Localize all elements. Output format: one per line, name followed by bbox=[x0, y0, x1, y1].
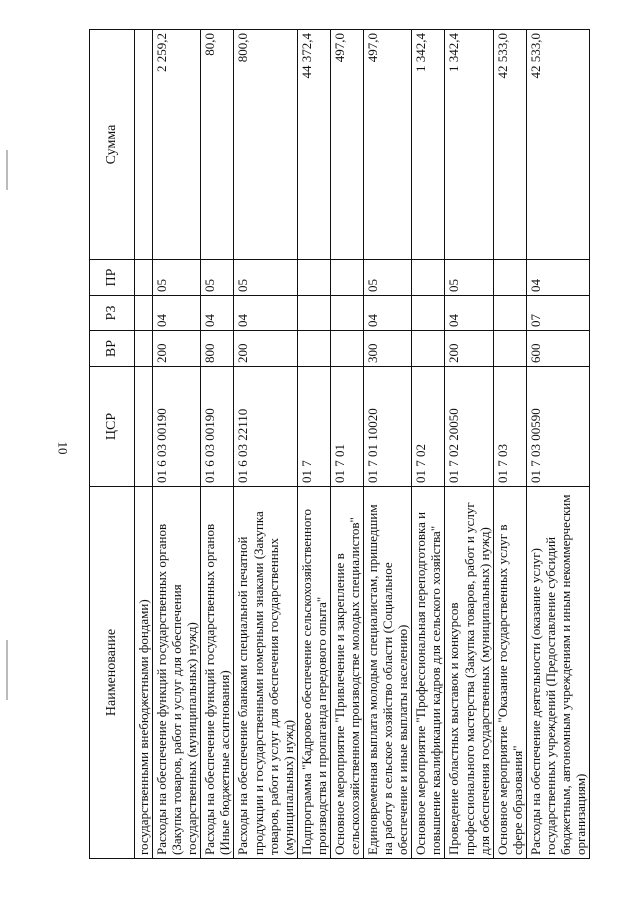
page-number: 10 bbox=[55, 441, 71, 455]
cell-rz: 04 bbox=[201, 296, 234, 331]
cell-rz: 04 bbox=[153, 296, 201, 331]
cell-csr: 01 7 01 10020 bbox=[364, 367, 412, 487]
cell-name: Расходы на обеспечение функций государственных органов (Иные бюджетные ассигнования) bbox=[201, 487, 234, 859]
scan-margin-mark bbox=[6, 150, 8, 190]
rotated-budget-table-wrapper bbox=[89, 30, 622, 859]
cell-csr: 01 6 03 00190 bbox=[201, 367, 234, 487]
cell-rz bbox=[412, 296, 445, 331]
cell-name: Расходы на обеспечение бланками специальной печатной продукции и государственными номерными знаками (Закупка товаров, работ и услуг для обеспечения государственных (муниципальных) нужд) bbox=[234, 487, 297, 859]
cell-vr: 200 bbox=[153, 331, 201, 367]
cell-pr: 05 bbox=[234, 260, 297, 296]
cell-name: государственными внебюджетными фондами) bbox=[135, 487, 153, 859]
cell-sum: 42 533,0 bbox=[526, 30, 589, 260]
scan-margin-mark bbox=[6, 640, 8, 700]
cell-rz bbox=[493, 296, 526, 331]
table-row bbox=[135, 30, 153, 859]
cell-vr: 800 bbox=[201, 331, 234, 367]
table-row bbox=[297, 30, 330, 859]
cell-csr: 01 6 03 00190 bbox=[153, 367, 201, 487]
cell-rz: 04 bbox=[445, 296, 493, 331]
cell-sum: 80,0 bbox=[201, 30, 234, 260]
cell-rz: 07 bbox=[526, 296, 589, 331]
table-row bbox=[234, 30, 297, 859]
cell-name: Проведение областных выставок и конкурсов профессионального мастерства (Закупка товаров, работ и услуг для обеспечения государственных (муниципальных) нужд) bbox=[445, 487, 493, 859]
cell-name: Основное мероприятие "Оказание государственных услуг в сфере образования" bbox=[493, 487, 526, 859]
cell-vr: 200 bbox=[234, 331, 297, 367]
cell-sum: 1 342,4 bbox=[445, 30, 493, 260]
cell-csr: 01 7 bbox=[297, 367, 330, 487]
header-pr: ПР bbox=[90, 260, 135, 296]
cell-csr: 01 7 03 bbox=[493, 367, 526, 487]
header-csr: ЦСР bbox=[90, 367, 135, 487]
header-name: Наименование bbox=[90, 487, 135, 859]
cell-pr: 05 bbox=[364, 260, 412, 296]
cell-pr: 05 bbox=[153, 260, 201, 296]
cell-vr bbox=[330, 331, 363, 367]
cell-pr bbox=[135, 260, 153, 296]
cell-pr: 05 bbox=[445, 260, 493, 296]
cell-pr: 04 bbox=[526, 260, 589, 296]
cell-pr bbox=[297, 260, 330, 296]
cell-rz: 04 bbox=[234, 296, 297, 331]
table-row bbox=[364, 30, 412, 859]
cell-name: Подпрограмма "Кадровое обеспечение сельскохозяйственного производства и пропаганда передового опыта" bbox=[297, 487, 330, 859]
cell-sum bbox=[135, 30, 153, 260]
cell-name: Расходы на обеспечение деятельности (оказание услуг) государственных учреждений (Предоставление субсидий бюджетным, автономным учреждениям и иным некоммерческим организациям) bbox=[526, 487, 589, 859]
cell-csr: 01 7 02 20050 bbox=[445, 367, 493, 487]
header-rz: РЗ bbox=[90, 296, 135, 331]
cell-vr bbox=[135, 331, 153, 367]
cell-pr bbox=[493, 260, 526, 296]
cell-csr: 01 7 01 bbox=[330, 367, 363, 487]
cell-rz bbox=[330, 296, 363, 331]
cell-csr: 01 7 02 bbox=[412, 367, 445, 487]
table-row bbox=[153, 30, 201, 859]
cell-sum: 1 342,4 bbox=[412, 30, 445, 260]
cell-csr: 01 7 03 00590 bbox=[526, 367, 589, 487]
cell-vr bbox=[412, 331, 445, 367]
cell-vr: 300 bbox=[364, 331, 412, 367]
table-header-row bbox=[90, 30, 135, 859]
table-row bbox=[201, 30, 234, 859]
cell-sum: 497,0 bbox=[330, 30, 363, 260]
cell-rz bbox=[297, 296, 330, 331]
cell-name: Основное мероприятие "Профессиональная переподготовка и повышение квалификации кадров для сельского хозяйства" bbox=[412, 487, 445, 859]
cell-sum: 497,0 bbox=[364, 30, 412, 260]
table-row bbox=[445, 30, 493, 859]
table-row bbox=[526, 30, 589, 859]
cell-sum: 44 372,4 bbox=[297, 30, 330, 260]
cell-rz: 04 bbox=[364, 296, 412, 331]
cell-vr: 600 bbox=[526, 331, 589, 367]
cell-csr: 01 6 03 22110 bbox=[234, 367, 297, 487]
table-row bbox=[412, 30, 445, 859]
cell-vr bbox=[297, 331, 330, 367]
cell-pr: 05 bbox=[201, 260, 234, 296]
cell-csr bbox=[135, 367, 153, 487]
cell-pr bbox=[330, 260, 363, 296]
cell-vr: 200 bbox=[445, 331, 493, 367]
header-sum: Сумма bbox=[90, 30, 135, 260]
cell-sum: 800,0 bbox=[234, 30, 297, 260]
table-row bbox=[330, 30, 363, 859]
cell-name: Единовременная выплата молодым специалистам, пришедшим на работу в сельское хозяйство области (Социальное обеспечение и иные выплаты населению) bbox=[364, 487, 412, 859]
cell-pr bbox=[412, 260, 445, 296]
cell-name: Расходы на обеспечение функций государственных органов (Закупка товаров, работ и услуг для обеспечения государственных (муниципальных) нужд) bbox=[153, 487, 201, 859]
cell-rz bbox=[135, 296, 153, 331]
cell-vr bbox=[493, 331, 526, 367]
budget-table bbox=[89, 29, 590, 859]
table-row bbox=[493, 30, 526, 859]
header-vr: ВР bbox=[90, 331, 135, 367]
cell-name: Основное мероприятие "Привлечение и закрепление в сельскохозяйственном производстве молодых специалистов" bbox=[330, 487, 363, 859]
cell-sum: 42 533,0 bbox=[493, 30, 526, 260]
cell-sum: 2 259,2 bbox=[153, 30, 201, 260]
